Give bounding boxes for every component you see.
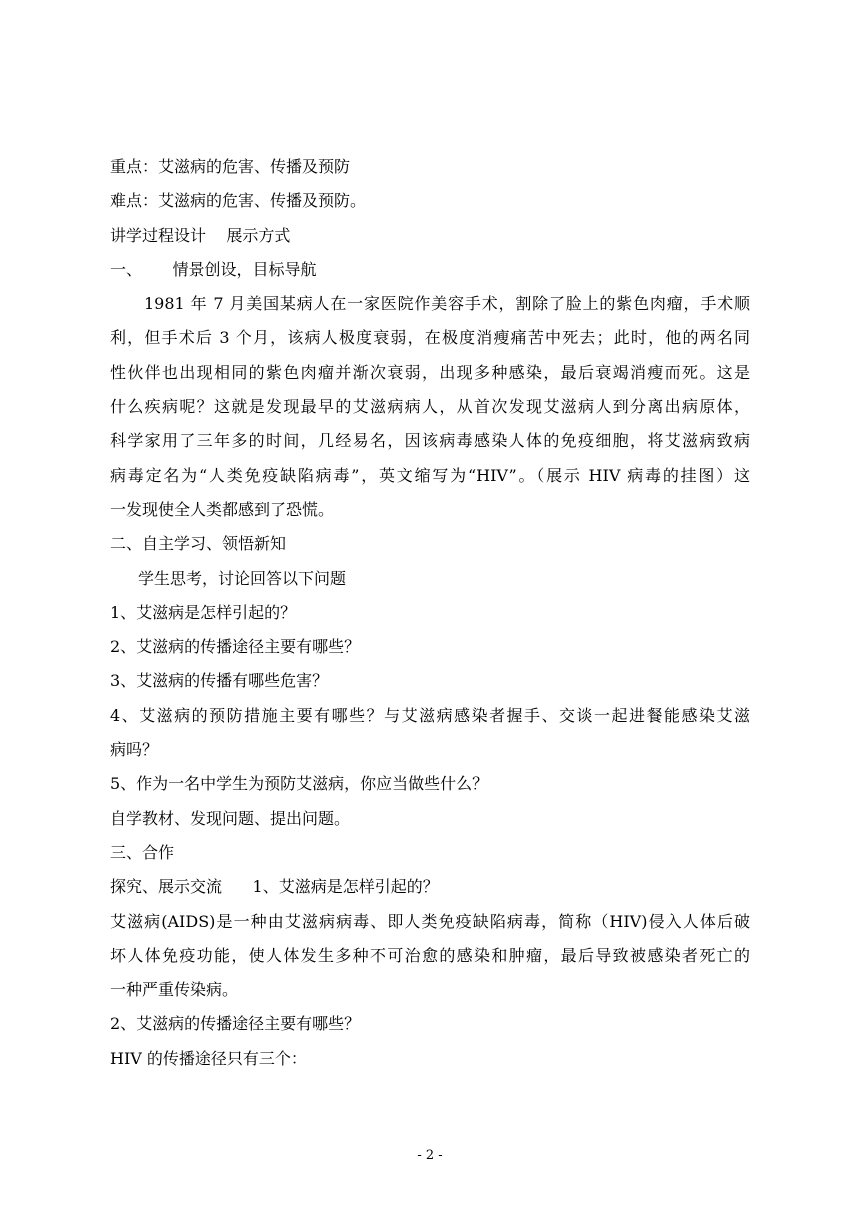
text-line: 病毒定名为“人类免疫缺陷病毒”，英文缩写为“HIV”。（展示 HIV 病毒的挂图）这: [110, 465, 750, 485]
text-line: 一、 情景创设，目标导航: [110, 259, 317, 279]
text-line: 2、艾滋病的传播途径主要有哪些？: [110, 637, 361, 657]
text-line: 性伙伴也出现相同的紫色肉瘤并渐次衰弱，出现多种感染，最后衰竭消瘦而死。这是: [110, 362, 750, 382]
text-line: HIV 的传播途径只有三个：: [110, 1048, 307, 1068]
text-line: 探究、展示交流 1、艾滋病是怎样引起的？: [110, 877, 439, 897]
text-line: 艾滋病(AIDS)是一种由艾滋病病毒、即人类免疫缺陷病毒，简称（HIV)侵入人体后破: [110, 911, 750, 931]
text-line: 利，但手术后 3 个月，该病人极度衰弱，在极度消瘦痛苦中死去；此时，他的两名同: [110, 328, 750, 348]
text-line: 1、艾滋病是怎样引起的？: [110, 602, 297, 622]
text-line: 3、艾滋病的传播有哪些危害？: [110, 671, 329, 691]
text-line: 4、艾滋病的预防措施主要有哪些？与艾滋病感染者握手、交谈一起进餐能感染艾滋: [110, 705, 750, 725]
text-line: 病吗？: [110, 740, 159, 760]
text-line: 2、艾滋病的传播途径主要有哪些？: [110, 1014, 361, 1034]
text-line: 科学家用了三年多的时间，几经易名，因该病毒感染人体的免疫细胞，将艾滋病致病: [110, 431, 750, 451]
text-line: 重点：艾滋病的危害、传播及预防: [110, 157, 351, 176]
text-line: 三、合作: [110, 842, 175, 862]
document-body: [110, 150, 750, 1076]
text-line: 坏人体免疫功能，使人体发生多种不可治愈的感染和肿瘤，最后导致被感染者死亡的: [110, 945, 750, 965]
text-line: 1981 年 7 月美国某病人在一家医院作美容手术，割除了脸上的紫色肉瘤，手术顺: [144, 294, 750, 314]
text-line: 难点：艾滋病的危害、传播及预防。: [110, 191, 367, 211]
text-line: 学生思考，讨论回答以下问题: [138, 568, 347, 588]
text-line: 5、作为一名中学生为预防艾滋病，你应当做些什么？: [110, 774, 489, 794]
text-line: 二、自主学习、领悟新知: [110, 534, 287, 554]
text-line: 一发现使全人类都感到了恐慌。: [110, 499, 335, 519]
text-line: 自学教材、发现问题、提出问题。: [110, 808, 351, 828]
page-number: - 2 -: [417, 1148, 443, 1163]
text-line: 一种严重传染病。: [110, 980, 239, 1000]
text-line: 什么疾病呢？这就是发现最早的艾滋病病人，从首次发现艾滋病人到分离出病原体，: [110, 397, 750, 417]
text-line: 讲学过程设计 展示方式: [110, 225, 291, 245]
